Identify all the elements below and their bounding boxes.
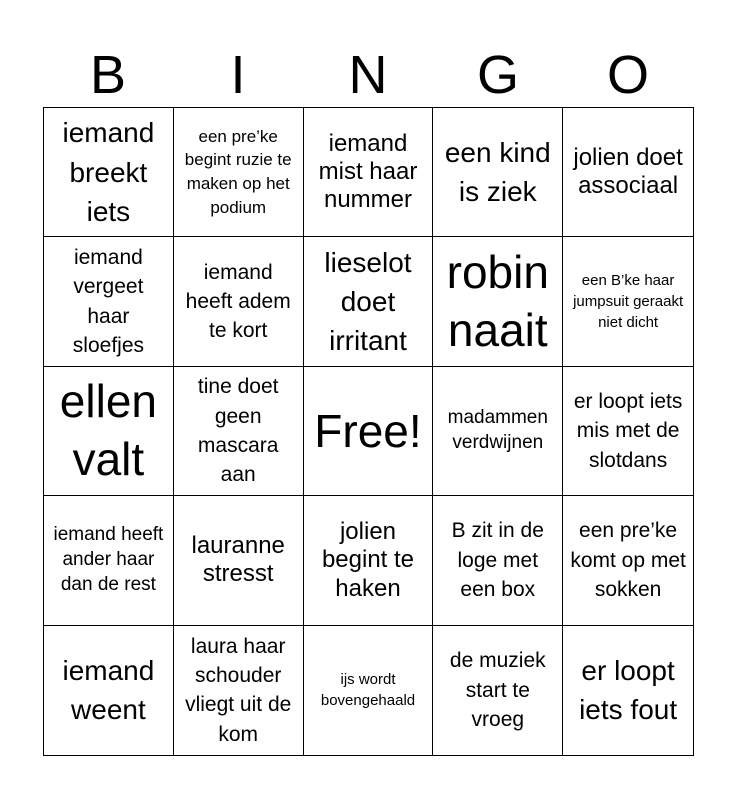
header-letter-o: O bbox=[606, 45, 649, 105]
bingo-cell[interactable]: er loopt iets fout bbox=[579, 655, 678, 726]
bingo-cell[interactable]: B zit in de loge met een box bbox=[433, 496, 563, 625]
bingo-cell[interactable]: iemand heeft adem te kort bbox=[174, 237, 304, 366]
bingo-cell[interactable]: ijs wordt bovengehaald bbox=[304, 626, 434, 755]
header-letter-g: G bbox=[476, 45, 519, 105]
free-space-cell[interactable]: Free! bbox=[304, 367, 434, 496]
bingo-cell[interactable]: een pre’ke begint ruzie te maken op het podium bbox=[174, 108, 304, 237]
bingo-header bbox=[43, 44, 693, 106]
bingo-cell[interactable]: lauranne stresst bbox=[174, 496, 304, 625]
bingo-cell[interactable]: robin naait bbox=[433, 237, 563, 366]
bingo-cell[interactable]: de muziek start te vroeg bbox=[433, 626, 563, 755]
bingo-cell[interactable]: een pre’ke komt op met sokken bbox=[563, 496, 693, 625]
bingo-cell[interactable]: een kind is ziek bbox=[433, 108, 563, 237]
bingo-cell[interactable]: jolien doet associaal bbox=[563, 108, 693, 237]
bingo-cell[interactable]: iemand heeft ander haar dan de rest bbox=[44, 496, 174, 625]
header-letter-n: N bbox=[348, 45, 388, 105]
header-letter-b: B bbox=[89, 45, 127, 105]
bingo-board bbox=[43, 107, 694, 756]
bingo-cell[interactable]: madammen verdwijnen bbox=[433, 367, 563, 496]
bingo-cell[interactable]: ellen valt bbox=[44, 367, 174, 496]
bingo-cell[interactable]: iemand vergeet haar sloefjes bbox=[44, 237, 174, 366]
bingo-cell[interactable]: jolien begint te haken bbox=[304, 496, 434, 625]
bingo-cell[interactable]: lieselot doet irritant bbox=[304, 237, 434, 366]
bingo-cell[interactable]: iemand mist haar nummer bbox=[304, 108, 434, 237]
bingo-cell[interactable]: tine doet geen mascara aan bbox=[174, 367, 304, 496]
bingo-cell[interactable]: laura haar schouder vliegt uit de kom bbox=[174, 626, 304, 755]
header-letter-i: I bbox=[230, 45, 246, 105]
bingo-cell[interactable]: iemand weent bbox=[44, 626, 174, 755]
bingo-cell[interactable]: er loopt iets mis met de slotdans bbox=[563, 367, 693, 496]
bingo-cell[interactable]: iemand breekt iets bbox=[44, 108, 174, 237]
bingo-cell[interactable]: een B’ke haar jumpsuit geraakt niet dicht bbox=[563, 237, 693, 366]
